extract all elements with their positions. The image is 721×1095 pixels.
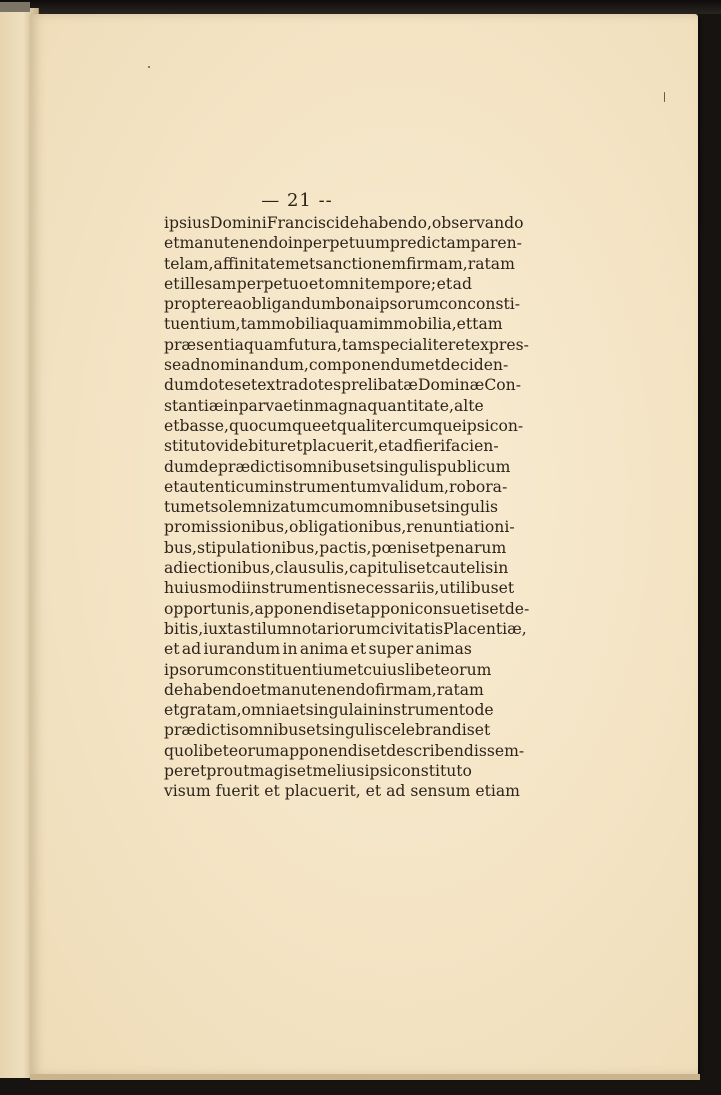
text-line: opportunis, apponendis et apponi consuetis et de-	[164, 599, 530, 618]
text-line: adiectionibus, clausulis, capitulis et cautelis in	[164, 559, 509, 578]
text-line: prædictis omnibus et singulis celebrandis et	[164, 721, 491, 740]
text-line: de habendo et manutenendo firmam, ratam	[164, 680, 484, 699]
text-line: visum fuerit et placuerit, et ad sensum etiam	[164, 782, 520, 801]
text-line: tuentium, tam mobilia quam immobilia, et tam	[164, 315, 503, 334]
text-line: tum et solemnizatum cum omnibus et singulis	[164, 498, 499, 517]
text-line: ipsius Domini Francisci de habendo, observando	[164, 214, 524, 232]
page-bottom-edge	[30, 1074, 700, 1080]
text-line: et autenticum instrumentum validum, robora-	[164, 477, 508, 496]
previous-page-corner	[0, 2, 30, 12]
text-line: bitis, iuxta stilum notariorum civitatis Placentiæ,	[164, 619, 527, 638]
text-line: stantiæ in parva et in magna quantitate, alte	[164, 396, 484, 415]
page-number: — 21 --	[261, 190, 333, 211]
scan-background-top	[0, 0, 721, 14]
text-line: promissionibus, obligationibus, renuntiationi-	[164, 518, 515, 537]
paper-speck	[148, 66, 150, 68]
text-line: per et prout magis et melius ipsi constituto	[164, 762, 472, 781]
text-line: et basse, quocumque et qualitercumque ipsi con-	[164, 416, 524, 435]
text-line: se ad nominandum, componendum et deciden-	[164, 356, 509, 375]
text-line: bus, stipulationibus, pactis, pœnis et penarum	[164, 538, 507, 557]
text-line: quolibet eorum apponendis et describendis sem-	[164, 741, 525, 760]
text-line: et gratam, omnia et singula in instrumento de	[164, 701, 494, 720]
text-line: et ad iurandum in anima et super animas	[164, 640, 472, 659]
text-line: et illesam perpetuo et omni tempore; et ad	[164, 274, 472, 293]
text-line: stituto videbitur et placuerit, et ad fieri facien-	[164, 437, 499, 456]
text-line: præsentia quam futura, tam specialiter et expres-	[164, 335, 529, 354]
text-line: dum dotes et extradotes prelibatæ Dominæ Con-	[164, 376, 521, 395]
text-line: ipsorum constituentium et cuiuslibet eorum	[164, 660, 492, 679]
text-line: huiusmodi instrumentis necessariis, utilibus et	[164, 579, 515, 598]
text-line: et manutenendo in perpetuum predictam paren-	[164, 234, 522, 253]
text-line: dum de prædictis omnibus et singulis publicum	[164, 457, 511, 476]
body-text	[164, 213, 530, 802]
text-line: telam, affinitatem et sanctionem firmam, ratam	[164, 254, 515, 273]
text-line: propterea obligandum bona ipsorum conconsti-	[164, 295, 520, 314]
paper-speck	[664, 92, 665, 102]
